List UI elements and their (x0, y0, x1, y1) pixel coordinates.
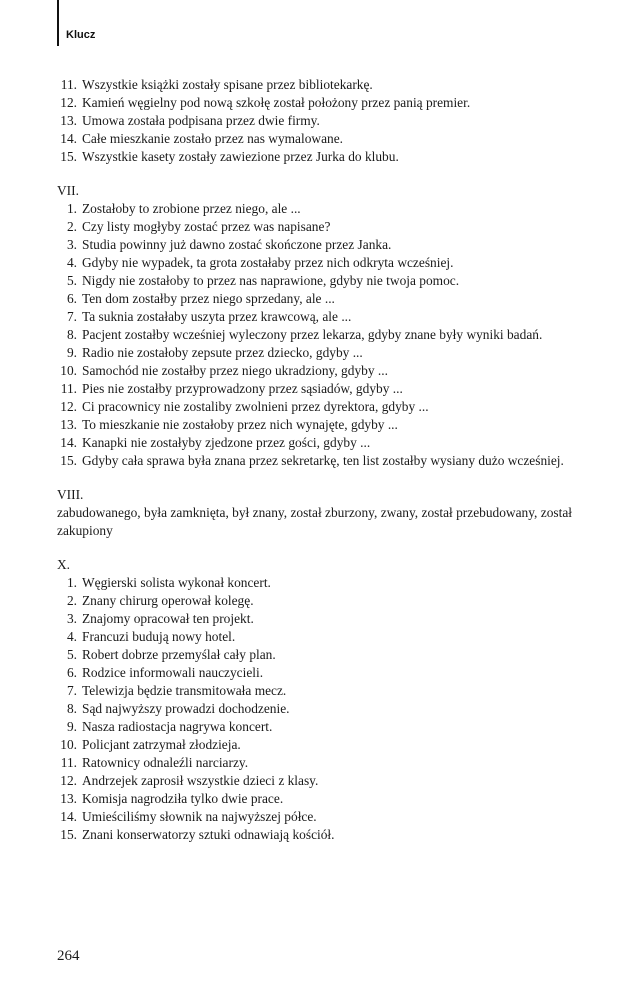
list-item (57, 308, 572, 326)
item-text: Ci pracownicy nie zostaliby zwolnieni przez dyrektora, gdyby ... (82, 399, 429, 414)
item-number: 8. (66, 327, 77, 342)
list-item (57, 628, 572, 646)
list-item (57, 362, 572, 380)
item-number: 8. (66, 701, 77, 716)
section-heading-viii: VIII. (57, 487, 84, 502)
item-text: Czy listy mogłyby zostać przez was napisane? (82, 219, 331, 234)
item-text: Wszystkie kasety zostały zawiezione przez Jurka do klubu. (82, 149, 399, 164)
item-number: 14. (60, 435, 77, 450)
list-item (57, 344, 572, 362)
list-item (57, 434, 572, 452)
list-item (57, 290, 572, 308)
item-text: Komisja nagrodziła tylko dwie prace. (82, 791, 284, 806)
item-text: Znani konserwatorzy sztuki odnawiają kościół. (82, 827, 335, 842)
item-number: 3. (66, 611, 77, 626)
item-number: 10. (60, 363, 77, 378)
item-text: Studia powinny już dawno zostać skończone przez Janka. (82, 237, 392, 252)
list-item (57, 398, 572, 416)
list-item (57, 452, 572, 470)
item-text: Pacjent zostałby wcześniej wyleczony przez lekarza, gdyby znane były wyniki badań. (82, 327, 543, 342)
item-number: 5. (66, 647, 77, 662)
item-text: Nigdy nie zostałoby to przez nas naprawione, gdyby nie twoja pomoc. (82, 273, 460, 288)
list-item (57, 76, 572, 94)
exercise-list-x (57, 574, 572, 844)
list-item (57, 218, 572, 236)
answer-paragraph-viii: zabudowanego, była zamknięta, był znany, został zburzony, zwany, został przebudowany, został zakupiony (57, 505, 572, 538)
item-text: Znany chirurg operował kolegę. (82, 593, 254, 608)
item-text: Rodzice informowali nauczycieli. (82, 665, 264, 680)
item-text: Sąd najwyższy prowadzi dochodzenie. (82, 701, 290, 716)
list-item (57, 610, 572, 628)
item-number: 12. (60, 773, 77, 788)
page-number: 264 (57, 948, 80, 964)
list-item (57, 736, 572, 754)
item-number: 9. (66, 719, 77, 734)
item-text: Węgierski solista wykonał koncert. (82, 575, 271, 590)
list-item (57, 254, 572, 272)
item-text: Całe mieszkanie zostało przez nas wymalowane. (82, 131, 344, 146)
item-number: 9. (66, 345, 77, 360)
list-item (57, 664, 572, 682)
item-number: 4. (66, 255, 77, 270)
item-text: Samochód nie zostałby przez niego ukradziony, gdyby ... (82, 363, 388, 378)
item-text: Ten dom zostałby przez niego sprzedany, ale ... (82, 291, 335, 306)
item-text: Radio nie zostałoby zepsute przez dziecko, gdyby ... (82, 345, 363, 360)
item-text: Gdyby nie wypadek, ta grota zostałaby przez nich odkryta wcześniej. (82, 255, 454, 270)
item-number: 13. (60, 791, 77, 806)
item-text: Umieściliśmy słownik na najwyższej półce. (82, 809, 317, 824)
list-item (57, 200, 572, 218)
item-text: Zostałoby to zrobione przez niego, ale ... (82, 201, 301, 216)
item-number: 4. (66, 629, 77, 644)
list-item (57, 380, 572, 398)
page-content (57, 76, 572, 844)
item-number: 12. (60, 95, 77, 110)
item-number: 15. (60, 149, 77, 164)
item-number: 3. (66, 237, 77, 252)
item-text: Pies nie zostałby przyprowadzony przez sąsiadów, gdyby ... (82, 381, 403, 396)
item-number: 14. (60, 131, 77, 146)
list-item (57, 112, 572, 130)
item-text: Telewizja będzie transmitowała mecz. (82, 683, 287, 698)
list-item (57, 236, 572, 254)
list-item (57, 646, 572, 664)
item-number: 12. (60, 399, 77, 414)
item-number: 13. (60, 417, 77, 432)
item-text: Policjant zatrzymał złodzieja. (82, 737, 241, 752)
item-number: 2. (66, 593, 77, 608)
exercise-list-top (57, 76, 572, 166)
item-text: Francuzi budują nowy hotel. (82, 629, 236, 644)
item-number: 6. (66, 665, 77, 680)
item-number: 7. (66, 309, 77, 324)
item-number: 1. (66, 201, 77, 216)
list-item (57, 94, 572, 112)
item-text: To mieszkanie nie zostałoby przez nich wynajęte, gdyby ... (82, 417, 398, 432)
header-rule (57, 0, 59, 46)
running-header: Klucz (66, 29, 96, 41)
list-item (57, 682, 572, 700)
item-text: Gdyby cała sprawa była znana przez sekretarkę, ten list zostałby wysiany dużo wcześniej. (82, 453, 564, 468)
section-heading-x: X. (57, 557, 71, 572)
item-number: 6. (66, 291, 77, 306)
list-item (57, 592, 572, 610)
exercise-list-vii (57, 200, 572, 470)
item-number: 11. (60, 381, 77, 396)
item-text: Ratownicy odnaleźli narciarzy. (82, 755, 249, 770)
item-number: 15. (60, 453, 77, 468)
item-text: Umowa została podpisana przez dwie firmy. (82, 113, 320, 128)
item-text: Kamień węgielny pod nową szkołę został położony przez panią premier. (82, 95, 471, 110)
item-number: 7. (66, 683, 77, 698)
item-text: Ta suknia zostałaby uszyta przez krawcową, ale ... (82, 309, 352, 324)
item-number: 11. (60, 755, 77, 770)
list-item (57, 130, 572, 148)
item-number: 15. (60, 827, 77, 842)
section-heading-vii: VII. (57, 183, 79, 198)
item-number: 14. (60, 809, 77, 824)
item-number: 1. (66, 575, 77, 590)
item-number: 5. (66, 273, 77, 288)
list-item (57, 808, 572, 826)
list-item (57, 826, 572, 844)
list-item (57, 272, 572, 290)
item-number: 13. (60, 113, 77, 128)
item-text: Andrzejek zaprosił wszystkie dzieci z klasy. (82, 773, 319, 788)
item-number: 11. (60, 77, 77, 92)
item-text: Kanapki nie zostałyby zjedzone przez gości, gdyby ... (82, 435, 371, 450)
item-number: 10. (60, 737, 77, 752)
list-item (57, 148, 572, 166)
item-number: 2. (66, 219, 77, 234)
list-item (57, 700, 572, 718)
list-item (57, 754, 572, 772)
list-item (57, 416, 572, 434)
item-text: Robert dobrze przemyślał cały plan. (82, 647, 276, 662)
list-item (57, 326, 572, 344)
list-item (57, 574, 572, 592)
item-text: Wszystkie książki zostały spisane przez bibliotekarkę. (82, 77, 373, 92)
list-item (57, 772, 572, 790)
list-item (57, 790, 572, 808)
item-text: Znajomy opracował ten projekt. (82, 611, 254, 626)
list-item (57, 718, 572, 736)
item-text: Nasza radiostacja nagrywa koncert. (82, 719, 273, 734)
